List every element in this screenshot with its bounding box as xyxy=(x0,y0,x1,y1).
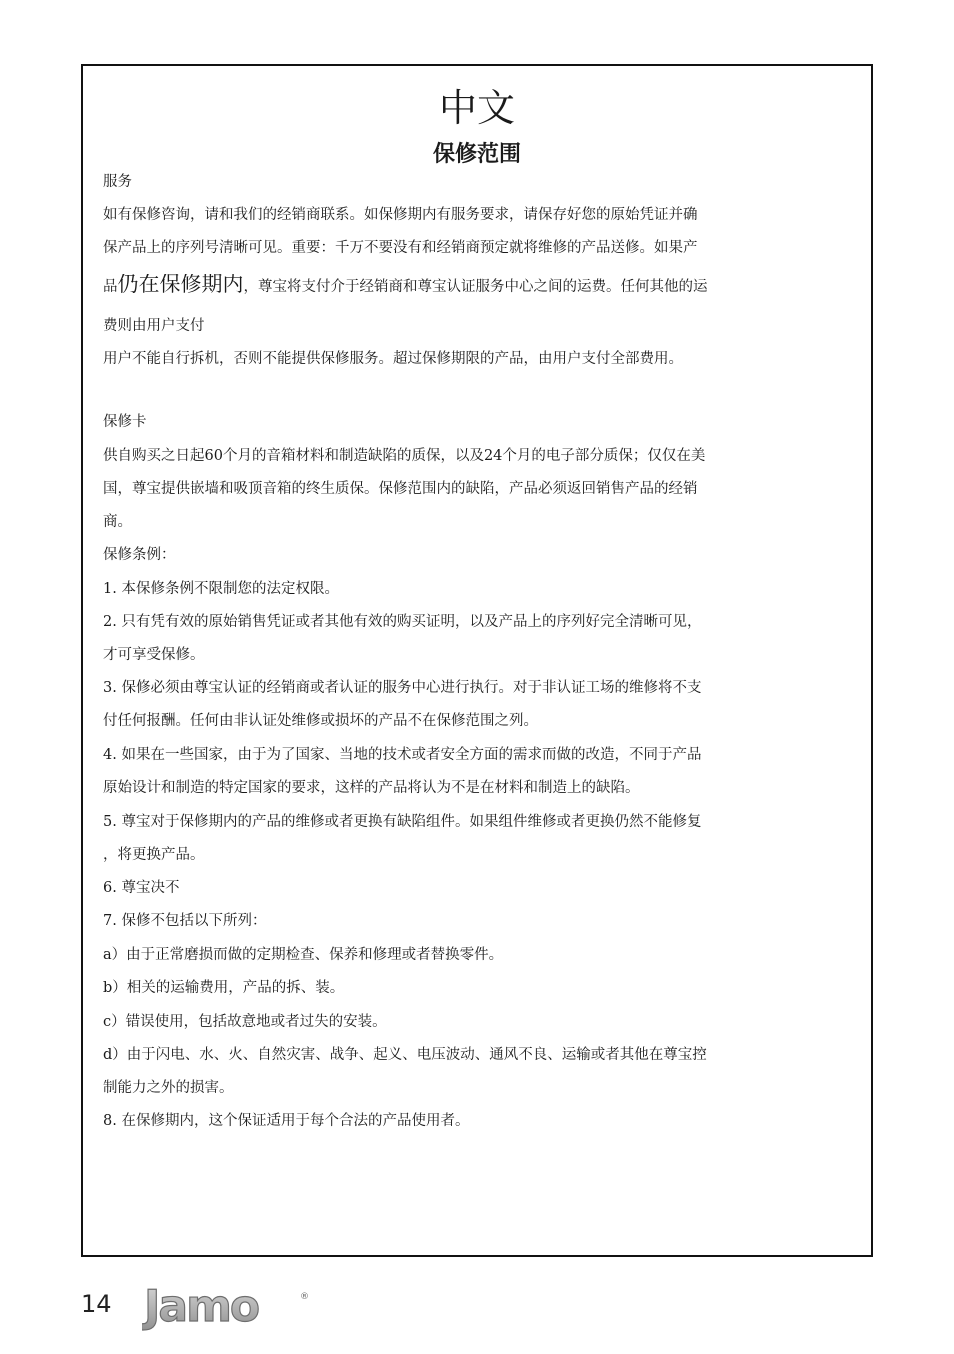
warranty-card-line: 国，尊宝提供嵌墙和吸顶音箱的终生质保。保修范围内的缺陷，产品必须返回销售产品的经销 xyxy=(103,481,698,497)
terms-line: b）相关的运输费用，产品的拆、装。 xyxy=(103,980,345,996)
service-paragraph-line: 费则由用户支付 xyxy=(103,318,205,334)
warranty-period-emphasis: 仍在保修期内 xyxy=(117,274,244,296)
warranty-card-heading: 保修卡 xyxy=(103,414,147,430)
service-paragraph-line xyxy=(103,274,813,297)
terms-line: 原始设计和制造的特定国家的要求，这样的产品将认为不是在材料和制造上的缺陷。 xyxy=(103,780,640,796)
terms-line: 制能力之外的损害。 xyxy=(103,1080,234,1096)
service-heading: 服务 xyxy=(103,174,132,190)
terms-line: 8. 在保修期内，这个保证适用于每个合法的产品使用者。 xyxy=(103,1113,470,1129)
terms-line: 1. 本保修条例不限制您的法定权限。 xyxy=(103,581,339,597)
warranty-card-line: 商。 xyxy=(103,514,132,530)
terms-line: 4. 如果在一些国家，由于为了国家、当地的技术或者安全方面的需求而做的改造，不同于产品 xyxy=(103,747,702,763)
page-number: 14 xyxy=(81,1290,112,1318)
page-subtitle: 保修范围 xyxy=(432,142,521,167)
page-title: 中文 xyxy=(438,86,515,130)
service-paragraph-line: 用户不能自行拆机，否则不能提供保修服务。超过保修期限的产品，由用户支付全部费用。 xyxy=(103,351,683,367)
warranty-card-line: 供自购买之日起60个月的音箱材料和制造缺陷的质保，以及24个月的电子部分质保；仅仅在美 xyxy=(103,448,706,464)
terms-line: 2. 只有凭有效的原始销售凭证或者其他有效的购买证明，以及产品上的序列好完全清晰可见， xyxy=(103,614,702,630)
terms-heading: 保修条例： xyxy=(103,547,176,563)
service-paragraph-line: 保产品上的序列号清晰可见。重要：千万不要没有和经销商预定就将维修的产品送修。如果产 xyxy=(103,240,698,256)
terms-line: 才可享受保修。 xyxy=(103,647,205,663)
jamo-logo xyxy=(142,1281,312,1331)
terms-line: a）由于正常磨损而做的定期检查、保养和修理或者替换零件。 xyxy=(103,947,504,963)
logo-wordmark: Jamo xyxy=(144,1281,259,1331)
service-line-rest: ，尊宝将支付介于经销商和尊宝认证服务中心之间的运费。任何其他的运 xyxy=(243,279,708,295)
terms-line: 5. 尊宝对于保修期内的产品的维修或者更换有缺陷组件。如果组件维修或者更换仍然不能修复 xyxy=(103,814,702,830)
terms-line: 6. 尊宝决不 xyxy=(103,880,180,896)
terms-line: c）错误使用，包括故意地或者过失的安装。 xyxy=(103,1014,387,1030)
terms-line: 3. 保修必须由尊宝认证的经销商或者认证的服务中心进行执行。对于非认证工场的维修将不支 xyxy=(103,680,702,696)
terms-line: 付任何报酬。任何由非认证处维修或损坏的产品不在保修范围之列。 xyxy=(103,713,538,729)
service-line-prefix: 品 xyxy=(103,279,118,295)
terms-line: 7. 保修不包括以下所列： xyxy=(103,913,267,929)
terms-line: d）由于闪电、水、火、自然灾害、战争、起义、电压波动、通风不良、运输或者其他在尊宝控 xyxy=(103,1047,707,1063)
service-paragraph-line: 如有保修咨询，请和我们的经销商联系。如保修期内有服务要求，请保存好您的原始凭证并确 xyxy=(103,207,698,223)
terms-line: ，将更换产品。 xyxy=(103,847,205,863)
registered-mark: ® xyxy=(300,1292,309,1302)
